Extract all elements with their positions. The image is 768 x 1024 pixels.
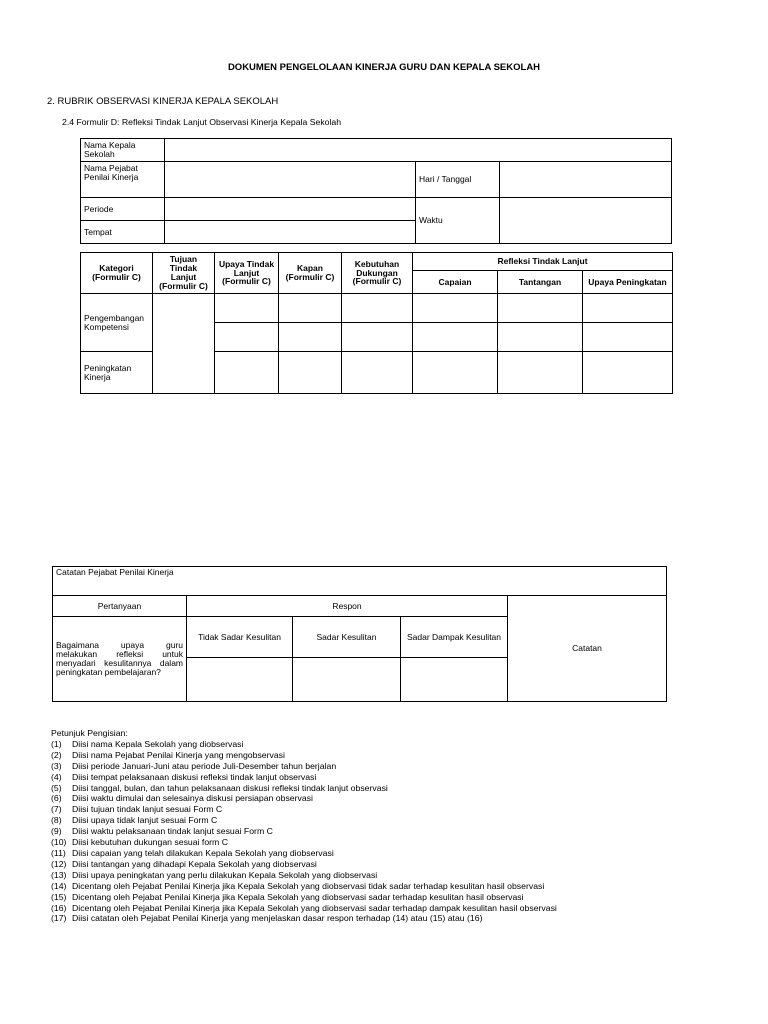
cell[interactable] <box>279 323 342 352</box>
label-tempat: Tempat <box>81 221 165 244</box>
instruction-number: (11) <box>51 847 66 858</box>
label-periode: Periode <box>81 198 165 221</box>
col-tantangan: Tantangan <box>498 271 583 294</box>
instruction-number: (14) <box>51 880 67 891</box>
cell[interactable] <box>342 323 413 352</box>
instruction-text: Diisi tujuan tindak lanjut sesuai Form C <box>72 804 223 815</box>
cell[interactable] <box>413 294 498 323</box>
instruction-number: (17) <box>51 913 67 924</box>
col-refleksi: Refleksi Tindak Lanjut <box>413 253 673 271</box>
field-nama-kepala[interactable] <box>165 139 672 162</box>
col-capaian: Capaian <box>413 271 498 294</box>
instructions-list <box>51 739 557 924</box>
col-tujuan: Tujuan Tindak Lanjut (Formulir C) <box>153 253 215 294</box>
instruction-text: Dicentang oleh Pejabat Penilai Kinerja jika Kepala Sekolah yang diobservasi sadar terhadap kesulitan hasil observasi <box>72 891 524 902</box>
col-kapan: Kapan (Formulir C) <box>279 253 342 294</box>
instruction-item <box>51 892 557 903</box>
instruction-item <box>51 793 557 804</box>
label-hari-tanggal: Hari / Tanggal <box>416 162 500 198</box>
instruction-item <box>51 837 557 848</box>
cell[interactable] <box>215 294 279 323</box>
instruction-item <box>51 848 557 859</box>
document-title: DOKUMEN PENGELOLAAN KINERJA GURU DAN KEPALA SEKOLAH <box>227 62 541 73</box>
notes-table <box>52 566 667 702</box>
instruction-number: (4) <box>51 771 62 782</box>
cell[interactable] <box>342 352 413 394</box>
instruction-text: Diisi tantangan yang dihadapi Kepala Sekolah yang diobservasi <box>72 858 317 869</box>
col-upaya-peningkatan: Upaya Peningkatan <box>583 271 673 294</box>
identity-table <box>80 138 672 244</box>
reflection-table <box>80 252 673 394</box>
instruction-number: (6) <box>51 793 62 804</box>
col-pertanyaan: Pertanyaan <box>53 596 187 617</box>
col-sadar: Sadar Kesulitan <box>293 617 401 658</box>
instruction-text: Diisi upaya tidak lanjut sesuai Form C <box>72 815 218 826</box>
instruction-number: (9) <box>51 826 62 837</box>
instruction-text: Diisi tempat pelaksanaan diskusi refleksi tindak lanjut observasi <box>72 771 317 782</box>
label-nama-kepala: Nama Kepala Sekolah <box>81 139 165 162</box>
instruction-number: (13) <box>51 869 67 880</box>
instruction-number: (7) <box>51 804 62 815</box>
instruction-item <box>51 783 557 794</box>
instruction-text: Dicentang oleh Pejabat Penilai Kinerja jika Kepala Sekolah yang diobservasi tidak sadar terhadap kesulitan hasil observasi <box>72 880 545 891</box>
col-kebutuhan: Kebutuhan Dukungan (Formulir C) <box>342 253 413 294</box>
notes-title: Catatan Pejabat Penilai Kinerja <box>53 567 667 596</box>
row-peningkatan: Peningkatan Kinerja <box>81 352 153 394</box>
col-upaya: Upaya Tindak Lanjut (Formulir C) <box>215 253 279 294</box>
instructions-title: Petunjuk Pengisian: <box>51 728 128 738</box>
instruction-text: Diisi tanggal, bulan, dan tahun pelaksanaan diskusi refleksi tindak lanjut observasi <box>72 782 388 793</box>
cell-tujuan[interactable] <box>153 294 215 394</box>
instruction-number: (15) <box>51 891 67 902</box>
cell[interactable] <box>498 352 583 394</box>
instruction-text: Diisi nama Pejabat Penilai Kinerja yang mengobservasi <box>72 749 285 760</box>
instruction-number: (3) <box>51 760 62 771</box>
instruction-item <box>51 859 557 870</box>
instruction-number: (10) <box>51 837 67 848</box>
col-respon: Respon <box>187 596 508 617</box>
field-tempat[interactable] <box>165 221 416 244</box>
cell[interactable] <box>498 323 583 352</box>
row-pengembangan: Pengembangan Kompetensi <box>81 294 153 352</box>
cell[interactable] <box>215 352 279 394</box>
instruction-item <box>51 826 557 837</box>
instruction-item <box>51 903 557 914</box>
instruction-number: (5) <box>51 782 62 793</box>
label-waktu: Waktu <box>416 198 500 244</box>
col-kategori: Kategori (Formulir C) <box>81 253 153 294</box>
instruction-item <box>51 739 557 750</box>
cell[interactable] <box>498 294 583 323</box>
instruction-text: Diisi catatan oleh Pejabat Penilai Kinerja yang menjelaskan dasar respon terhadap (14) atau (15) atau (16) <box>72 913 483 924</box>
field-periode[interactable] <box>165 198 416 221</box>
instruction-text: Diisi periode Januari-Juni atau periode Juli-Desember tahun berjalan <box>72 760 337 771</box>
instruction-text: Diisi capaian yang telah dilakukan Kepala Sekolah yang diobservasi <box>72 847 334 858</box>
instruction-text: Diisi kebutuhan dukungan sesuai form C <box>72 837 228 848</box>
cell[interactable] <box>215 323 279 352</box>
cell[interactable] <box>413 323 498 352</box>
instruction-text: Diisi nama Kepala Sekolah yang diobservasi <box>72 738 244 749</box>
instructions <box>51 728 557 924</box>
instruction-number: (12) <box>51 858 67 869</box>
label-nama-pejabat: Nama Pejabat Penilai Kinerja <box>81 162 165 198</box>
question-text: Bagaimana upaya guru melakukan refleksi untuk menyadari kesulitannya dalam peningkatan pembelajaran? <box>53 617 187 702</box>
field-hari-tanggal[interactable] <box>500 162 672 198</box>
instruction-item <box>51 815 557 826</box>
section-heading: 2. RUBRIK OBSERVASI KINERJA KEPALA SEKOLAH <box>47 96 279 107</box>
instruction-item <box>51 772 557 783</box>
instruction-text: Diisi waktu pelaksanaan tindak lanjut sesuai Form C <box>72 826 273 837</box>
instruction-number: (16) <box>51 902 67 913</box>
instruction-item <box>51 804 557 815</box>
cell[interactable] <box>583 323 673 352</box>
instruction-number: (8) <box>51 815 62 826</box>
cell[interactable] <box>279 352 342 394</box>
instruction-text: Diisi upaya peningkatan yang perlu dilakukan Kepala Sekolah yang diobservasi <box>72 869 378 880</box>
instruction-item <box>51 913 557 924</box>
cell[interactable] <box>279 294 342 323</box>
instruction-item <box>51 750 557 761</box>
instruction-text: Diisi waktu dimulai dan selesainya diskusi persiapan observasi <box>72 793 313 804</box>
col-sadar-dampak: Sadar Dampak Kesulitan <box>401 617 508 658</box>
check-tidak-sadar[interactable] <box>187 658 293 702</box>
form-heading: 2.4 Formulir D: Refleksi Tindak Lanjut Observasi Kinerja Kepala Sekolah <box>62 117 342 127</box>
cell[interactable] <box>342 294 413 323</box>
check-sadar[interactable] <box>293 658 401 702</box>
col-tidak-sadar: Tidak Sadar Kesulitan <box>187 617 293 658</box>
instruction-item <box>51 761 557 772</box>
field-waktu[interactable] <box>500 198 672 244</box>
instruction-text: Dicentang oleh Pejabat Penilai Kinerja jika Kepala Sekolah yang diobservasi sadar terhadap dampak kesulitan hasil observasi <box>72 902 557 913</box>
instruction-item <box>51 881 557 892</box>
instruction-number: (2) <box>51 749 62 760</box>
field-nama-pejabat[interactable] <box>165 162 416 198</box>
cell[interactable] <box>413 352 498 394</box>
check-sadar-dampak[interactable] <box>401 658 508 702</box>
instruction-number: (1) <box>51 738 62 749</box>
instruction-item <box>51 870 557 881</box>
cell[interactable] <box>583 294 673 323</box>
cell[interactable] <box>583 352 673 394</box>
col-catatan: Catatan <box>508 596 667 702</box>
